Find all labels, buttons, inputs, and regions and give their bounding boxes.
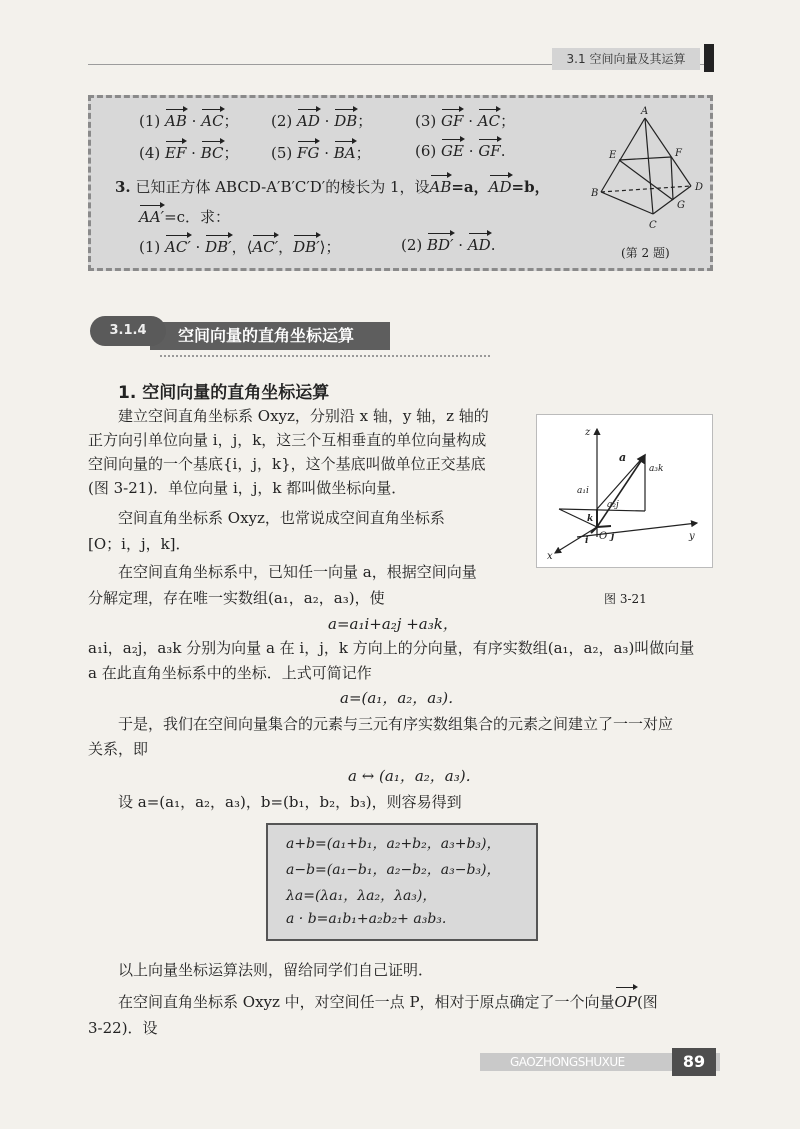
formula-box: [266, 823, 538, 941]
question-text: =c．求：: [164, 208, 231, 226]
section-title: 空间向量的直角坐标运算: [150, 322, 390, 350]
punct: .: [490, 236, 496, 254]
dot: ·: [468, 112, 473, 130]
body-line: 在空间直角坐标系中，已知任一向量 a，根据空间向量: [118, 563, 477, 581]
exercise-q3-part2: [401, 236, 495, 254]
label-i: i: [585, 536, 589, 546]
exercise-item-5: [271, 142, 371, 163]
formula-line: a−b=(a₁−b₁，a₂−b₂，a₃−b₃)，: [286, 862, 501, 878]
label-a1i: a₁i: [577, 486, 589, 496]
exercise-q3-line2: [139, 206, 230, 227]
vector: AD: [297, 112, 320, 130]
vector: GE: [441, 142, 464, 160]
item-number: (2): [401, 236, 423, 254]
label-z: z: [585, 427, 591, 438]
body-line: a 在此直角坐标系中的坐标．上式可简记作: [88, 664, 372, 682]
equation: a=a₁i+a₂j +a₃k，: [328, 615, 458, 633]
label-a3k: a₃k: [649, 464, 664, 474]
item-number: (6): [415, 142, 437, 160]
question-text: 已知正方体 ABCD-A′B′C′D′的棱长为 1，设: [135, 178, 430, 196]
coordinate-diagram: [537, 415, 712, 567]
footer-brand: GAOZHONGSHUXUE: [510, 1055, 625, 1069]
body-line: 空间向量的一个基底{i，j，k}，这个基底叫做单位正交基底: [88, 455, 486, 473]
tetrahedron-figure: [591, 104, 709, 244]
item-number: (4): [139, 144, 161, 162]
punct: ；: [500, 112, 516, 130]
punct: ，⟨: [231, 238, 253, 256]
vector: AD: [488, 178, 512, 196]
exercise-item-6: [415, 142, 505, 160]
body-line: 3-22)．设: [88, 1019, 158, 1037]
dot: ·: [468, 142, 474, 160]
equation: a=(a₁，a₂，a₃)．: [340, 689, 464, 707]
exercise-item-3: [415, 110, 515, 131]
label-j: j: [611, 532, 615, 542]
figure-caption: 图 3-21: [604, 592, 647, 606]
label-C: C: [649, 220, 657, 231]
running-header: 3.1 空间向量及其运算: [552, 48, 700, 70]
section-underline: [160, 355, 490, 357]
dot: ·: [324, 112, 330, 130]
dot: ·: [324, 144, 329, 162]
vector: DB: [334, 112, 358, 130]
section-number: 3.1.4: [90, 316, 166, 346]
label-O: O: [599, 531, 608, 542]
body-line: 正方向引单位向量 i，j，k，这三个互相垂直的单位向量构成: [88, 431, 487, 449]
punct: .: [500, 142, 506, 160]
vector: OP: [615, 990, 637, 1014]
punct: ；: [355, 144, 371, 162]
vector: FG: [297, 144, 320, 162]
exercise-q3-line3: [139, 236, 340, 257]
label-A: A: [641, 106, 649, 117]
dot: ·: [191, 144, 196, 162]
label-F: F: [675, 148, 682, 159]
body-line: 建立空间直角坐标系 Oxyz，分别沿 x 轴，y 轴，z 轴的: [118, 407, 489, 425]
label-x: x: [547, 551, 553, 562]
equation: a ↔ (a₁，a₂，a₃)．: [348, 767, 481, 785]
vector: BC: [200, 144, 224, 162]
question-text: =b，: [511, 178, 550, 196]
label-y: y: [689, 531, 695, 542]
item-number: (1): [139, 238, 161, 256]
item-number: (2): [271, 112, 293, 130]
punct: ，: [278, 238, 294, 256]
label-k: k: [587, 514, 594, 524]
formula-line: a+b=(a₁+b₁，a₂+b₂，a₃+b₃)，: [286, 836, 501, 852]
body-line: 设 a=(a₁，a₂，a₃)，b=(b₁，b₂，b₃)，则容易得到: [118, 793, 462, 811]
label-a: a: [619, 451, 627, 464]
body-line: (图 3-21)．单位向量 i，j，k 都叫做坐标向量．: [88, 479, 407, 497]
vector: GF: [441, 112, 464, 130]
body-text: (图: [636, 993, 658, 1011]
vector: AC: [201, 112, 224, 130]
label-D: D: [695, 182, 704, 193]
vector: DB′: [205, 238, 232, 256]
body-text: 在空间直角坐标系 Oxyz 中，对空间任一点 P，相对于原点确定了一个向量: [118, 993, 615, 1011]
exercise-item-4: [139, 142, 239, 163]
punct: ；: [223, 144, 239, 162]
question-text: =a，: [451, 178, 489, 196]
punct: ；: [223, 112, 239, 130]
vector: AB: [165, 112, 187, 130]
vector: BD′: [427, 236, 454, 254]
body-line: 以上向量坐标运算法则，留给同学们自己证明．: [118, 961, 434, 979]
label-B: B: [591, 188, 599, 199]
body-line: 于是，我们在空间向量集合的元素与三元有序实数组集合的元素之间建立了一一对应: [118, 715, 674, 733]
body-line: [118, 990, 658, 1014]
question-number: 3.: [115, 178, 131, 196]
vector: GF: [478, 142, 501, 160]
vector: AD: [467, 236, 491, 254]
vector: BA: [333, 144, 356, 162]
dot: ·: [191, 112, 197, 130]
vector: AC: [477, 112, 501, 130]
punct: ⟩；: [319, 238, 341, 256]
vector: AC′: [165, 238, 191, 256]
vector: EF: [165, 144, 187, 162]
dot: ·: [195, 238, 201, 256]
dot: ·: [458, 236, 464, 254]
exercise-q3-line1: [115, 176, 550, 197]
formula-line: a · b=a₁b₁+a₂b₂+ a₃b₃.: [286, 911, 447, 927]
punct: ；: [357, 112, 373, 130]
vector: AC′: [252, 238, 279, 256]
item-number: (5): [271, 144, 293, 162]
label-E: E: [609, 150, 617, 161]
exercise-figure-caption: (第 2 题): [621, 246, 670, 260]
label-G: G: [677, 200, 685, 211]
figure-3-21: [536, 414, 713, 568]
label-a2j: a₂j: [607, 500, 619, 510]
body-line: a₁i，a₂j，a₃k 分别为向量 a 在 i，j，k 方向上的分向量，有序实数组(a₁，a₂，a₃)叫做向量: [88, 639, 695, 657]
item-number: (1): [139, 112, 161, 130]
body-line: 关系，即: [88, 740, 149, 758]
body-line: 分解定理，存在唯一实数组(a₁，a₂，a₃)，使: [88, 589, 385, 607]
subsection-heading: 1. 空间向量的直角坐标运算: [118, 383, 330, 403]
body-line: 空间直角坐标系 Oxyz，也常说成空间直角坐标系: [118, 509, 445, 527]
vector: AA′: [139, 208, 165, 226]
vector: AB: [429, 178, 452, 196]
page-number: 89: [672, 1048, 716, 1076]
formula-line: λa=(λa₁，λa₂，λa₃)，: [286, 888, 437, 904]
item-number: (3): [415, 112, 437, 130]
exercise-item-1: [139, 110, 239, 131]
body-line: [O；i，j，k]．: [88, 535, 191, 553]
exercise-box: [88, 95, 713, 271]
exercise-item-2: [271, 110, 372, 131]
vector: DB′: [293, 238, 320, 256]
header-marker: [704, 44, 714, 72]
